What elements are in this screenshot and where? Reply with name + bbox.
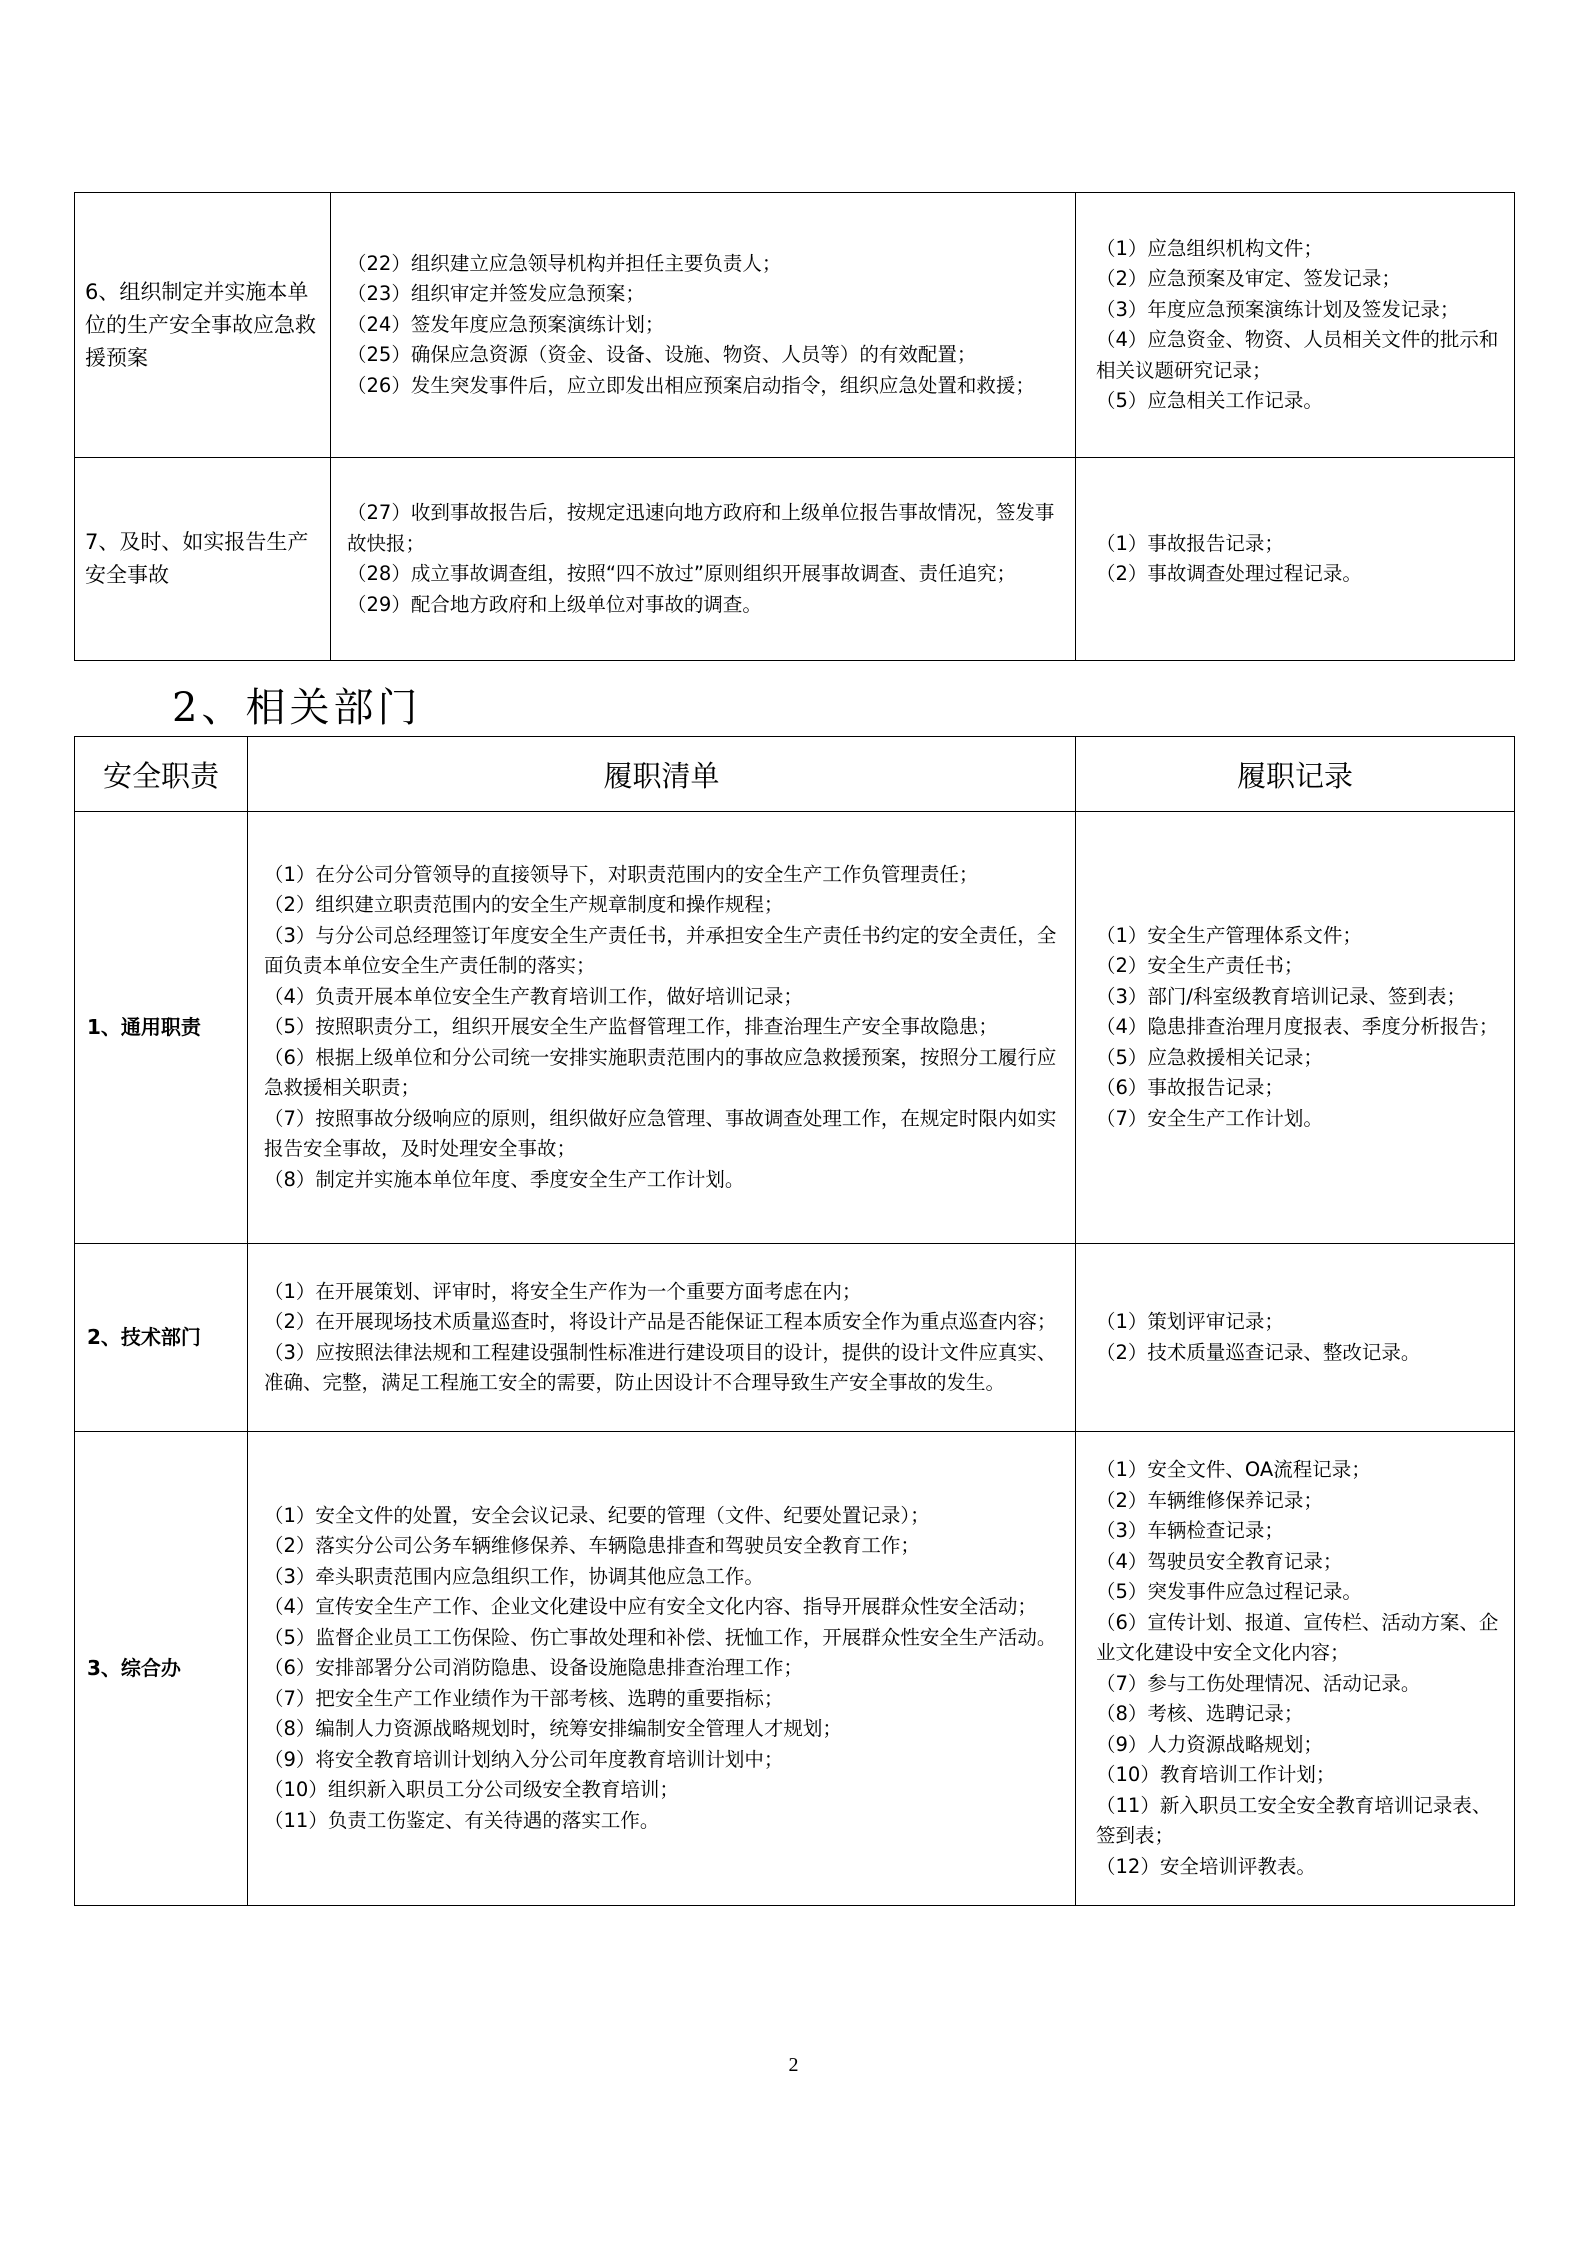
record-item: （12）安全培训评教表。 bbox=[1096, 1854, 1316, 1878]
record-item: （1）安全文件、OA流程记录； bbox=[1096, 1458, 1371, 1481]
duty-label: 1、通用职责 bbox=[75, 812, 248, 1244]
record-item: （2）应急预案及审定、签发记录； bbox=[1096, 267, 1401, 290]
record-list bbox=[1076, 1432, 1515, 1906]
list-item: （4）宣传安全生产工作、企业文化建设中应有安全文化内容、指导开展群众性安全活动； bbox=[264, 1595, 1037, 1619]
record-item: （3）车辆检查记录； bbox=[1096, 1519, 1284, 1542]
list-item: （8）编制人力资源战略规划时，统筹安排编制安全管理人才规划； bbox=[264, 1717, 842, 1741]
record-list bbox=[1076, 193, 1515, 458]
record-item: （2）事故调查处理过程记录。 bbox=[1096, 562, 1362, 585]
record-item: （5）应急相关工作记录。 bbox=[1096, 389, 1323, 412]
list-item: （26）发生突发事件后，应立即发出相应预案启动指令，组织应急处置和救援； bbox=[347, 373, 1035, 397]
record-item: （1）安全生产管理体系文件； bbox=[1096, 923, 1362, 947]
column-header: 履职清单 bbox=[248, 737, 1076, 812]
duty-label: 2、技术部门 bbox=[75, 1244, 248, 1432]
record-item: （7）参与工伤处理情况、活动记录。 bbox=[1096, 1671, 1421, 1695]
list-item: （23）组织审定并签发应急预案； bbox=[347, 282, 645, 306]
record-list bbox=[1076, 1244, 1515, 1432]
record-item: （2）车辆维修保养记录； bbox=[1096, 1488, 1323, 1512]
record-item: （3）部门/科室级教育培训记录、签到表； bbox=[1096, 984, 1466, 1008]
duty-label: 3、综合办 bbox=[75, 1432, 248, 1906]
table-row bbox=[75, 812, 1515, 1244]
list-item: （3）应按照法律法规和工程建设强制性标准进行建设项目的设计，提供的设计文件应真实、准确、完整，满足工程施工安全的需要，防止因设计不合理导致生产安全事故的发生。 bbox=[264, 1340, 1057, 1394]
record-item: （4）隐患排查治理月度报表、季度分析报告； bbox=[1096, 1015, 1499, 1039]
list-item: （1）在开展策划、评审时，将安全生产作为一个重要方面考虑在内； bbox=[264, 1279, 862, 1303]
table-header-row bbox=[75, 737, 1515, 812]
record-item: （1）事故报告记录； bbox=[1096, 531, 1284, 555]
list-item: （3）牵头职责范围内应急组织工作，协调其他应急工作。 bbox=[264, 1564, 764, 1588]
record-list bbox=[1076, 812, 1515, 1244]
page-number: 2 bbox=[788, 2054, 799, 2076]
list-item: （5）监督企业员工工伤保险、伤亡事故处理和补偿、抚恤工作，开展群众性安全生产活动。 bbox=[264, 1625, 1057, 1649]
duty-label: 7、及时、如实报告生产安全事故 bbox=[75, 458, 331, 661]
table-row bbox=[75, 1244, 1515, 1432]
record-item: （4）应急资金、物资、人员相关文件的批示和相关议题研究记录； bbox=[1096, 328, 1499, 382]
list-item: （3）与分公司总经理签订年度安全生产责任书，并承担安全生产责任书约定的安全责任，全面负责本单位安全生产责任制的落实； bbox=[264, 923, 1057, 978]
list-item: （1）在分公司分管领导的直接领导下，对职责范围内的安全生产工作负管理责任； bbox=[264, 862, 979, 886]
record-item: （2）安全生产责任书； bbox=[1096, 954, 1304, 978]
department-duty-table bbox=[74, 736, 1515, 1906]
list-item: （28）成立事故调查组，按照“四不放过”原则组织开展事故调查、责任追究； bbox=[347, 562, 1017, 585]
list-item: （2）落实分公司公务车辆维修保养、车辆隐患排查和驾驶员安全教育工作； bbox=[264, 1534, 920, 1558]
list-item: （24）签发年度应急预案演练计划； bbox=[347, 312, 665, 336]
duty-list bbox=[248, 812, 1076, 1244]
list-item: （9）将安全教育培训计划纳入分公司年度教育培训计划中； bbox=[264, 1747, 784, 1771]
record-item: （5）突发事件应急过程记录。 bbox=[1096, 1580, 1362, 1603]
responsibility-table-continued bbox=[74, 192, 1515, 661]
record-item: （7）安全生产工作计划。 bbox=[1096, 1106, 1323, 1130]
duty-list bbox=[248, 1432, 1076, 1906]
list-item: （25）确保应急资源（资金、设备、设施、物资、人员等）的有效配置； bbox=[347, 343, 977, 367]
list-item: （2）组织建立职责范围内的安全生产规章制度和操作规程； bbox=[264, 893, 784, 917]
column-header: 安全职责 bbox=[75, 737, 248, 812]
record-list bbox=[1076, 458, 1515, 661]
record-item: （5）应急救援相关记录； bbox=[1096, 1045, 1323, 1069]
list-item: （7）把安全生产工作业绩作为干部考核、选聘的重要指标； bbox=[264, 1686, 784, 1710]
list-item: （10）组织新入职员工分公司级安全教育培训； bbox=[264, 1778, 679, 1802]
list-item: （27）收到事故报告后，按规定迅速向地方政府和上级单位报告事故情况，签发事故快报； bbox=[347, 501, 1055, 555]
section-heading: 2、相关部门 bbox=[172, 685, 422, 731]
record-item: （9）人力资源战略规划； bbox=[1096, 1732, 1323, 1756]
list-item: （6）根据上级单位和分公司统一安排实施职责范围内的事故应急救援预案，按照分工履行应急救援相关职责； bbox=[264, 1045, 1057, 1100]
table-row bbox=[75, 1432, 1515, 1906]
list-item: （11）负责工伤鉴定、有关待遇的落实工作。 bbox=[264, 1808, 660, 1832]
record-item: （10）教育培训工作计划； bbox=[1096, 1763, 1336, 1786]
record-item: （6）事故报告记录； bbox=[1096, 1076, 1284, 1100]
list-item: （1）安全文件的处置，安全会议记录、纪要的管理（文件、纪要处置记录）； bbox=[264, 1503, 930, 1527]
record-item: （2）技术质量巡查记录、整改记录。 bbox=[1096, 1340, 1421, 1364]
duty-label: 6、组织制定并实施本单位的生产安全事故应急救援预案 bbox=[75, 193, 331, 458]
duty-list bbox=[331, 193, 1076, 458]
list-item: （8）制定并实施本单位年度、季度安全生产工作计划。 bbox=[264, 1167, 745, 1191]
list-item: （4）负责开展本单位安全生产教育培训工作，做好培训记录； bbox=[264, 984, 803, 1008]
record-item: （1）应急组织机构文件； bbox=[1096, 236, 1323, 260]
record-item: （3）年度应急预案演练计划及签发记录； bbox=[1096, 297, 1460, 321]
list-item: （2）在开展现场技术质量巡查时，将设计产品是否能保证工程本质安全作为重点巡查内容； bbox=[264, 1310, 1057, 1333]
list-item: （7）按照事故分级响应的原则，组织做好应急管理、事故调查处理工作，在规定时限内如实报告安全事故，及时处理安全事故； bbox=[264, 1106, 1057, 1161]
record-item: （11）新入职员工安全安全教育培训记录表、签到表； bbox=[1096, 1793, 1492, 1847]
column-header: 履职记录 bbox=[1076, 737, 1515, 812]
list-item: （22）组织建立应急领导机构并担任主要负责人； bbox=[347, 251, 782, 275]
list-item: （29）配合地方政府和上级单位对事故的调查。 bbox=[347, 592, 762, 616]
list-item: （6）安排部署分公司消防隐患、设备设施隐患排查治理工作； bbox=[264, 1656, 803, 1680]
list-item: （5）按照职责分工，组织开展安全生产监督管理工作，排查治理生产安全事故隐患； bbox=[264, 1015, 998, 1039]
table-row bbox=[75, 458, 1515, 661]
record-item: （1）策划评审记录； bbox=[1096, 1310, 1284, 1333]
record-item: （8）考核、选聘记录； bbox=[1096, 1702, 1304, 1725]
record-item: （4）驾驶员安全教育记录； bbox=[1096, 1549, 1343, 1573]
table-row bbox=[75, 193, 1515, 458]
duty-list bbox=[248, 1244, 1076, 1432]
duty-list bbox=[331, 458, 1076, 661]
record-item: （6）宣传计划、报道、宣传栏、活动方案、企业文化建设中安全文化内容； bbox=[1096, 1610, 1499, 1664]
